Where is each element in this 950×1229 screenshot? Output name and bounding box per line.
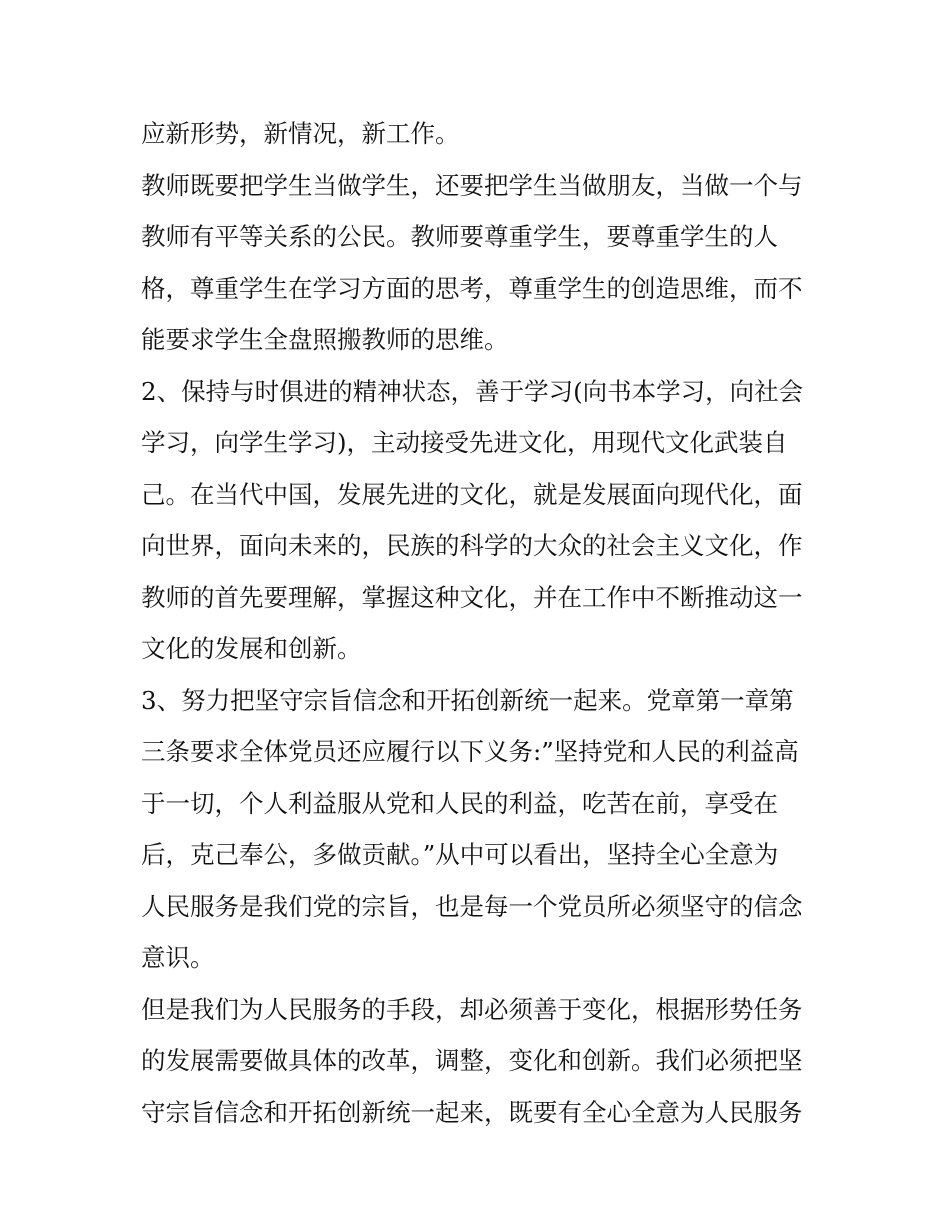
text-line: 但是我们为人民服务的手段，却必须善于变化，根据形势任务 (141, 994, 803, 1024)
text-line: 守宗旨信念和开拓创新统一起来，既要有全心全意为人民服务 (141, 1097, 803, 1127)
text-line: 应新形势，新情况，新工作。 (141, 119, 460, 148)
text-line: 教师的首先要理解，掌握这种文化，并在工作中不断推动这一 (141, 582, 803, 612)
text-line: 格，尊重学生在学习方面的思考，尊重学生的创造思维，而不 (141, 273, 803, 303)
text-line: 于一切，个人利益服从党和人民的利益，吃苦在前，享受在 (141, 788, 778, 818)
text-line: 文化的发展和创新。 (141, 634, 362, 663)
text-line: 学习，向学生学习)，主动接受先进文化，用现代文化武装自 (141, 428, 788, 457)
text-line: 教师既要把学生当做学生，还要把学生当做朋友，当做一个与 (141, 170, 803, 200)
text-line: 能要求学生全盘照搬教师的思维。 (141, 325, 509, 354)
text-line: 的发展需要做具体的改革，调整，变化和创新。我们必须把坚 (141, 1046, 803, 1075)
text-line: 意识。 (141, 943, 215, 972)
text-line: 人民服务是我们党的宗旨，也是每一个党员所必须坚守的信念 (141, 891, 803, 921)
text-line: 后，克己奉公，多做贡献。”从中可以看出，坚持全心全意为 (141, 840, 779, 869)
text-line: 己。在当代中国，发展先进的文化，就是发展面向现代化，面 (141, 479, 803, 509)
text-line: 向世界，面向未来的，民族的科学的大众的社会主义文化，作 (141, 531, 803, 560)
body-text (141, 108, 821, 1138)
text-line: 3、努力把坚守宗旨信念和开拓创新统一起来。党章第一章第 (141, 685, 794, 715)
text-line: 教师有平等关系的公民。教师要尊重学生，要尊重学生的人 (141, 222, 778, 251)
text-line: 2、保持与时俱进的精神状态，善于学习(向书本学习，向社会 (141, 376, 804, 406)
text-line: 三条要求全体党员还应履行以下义务:”坚持党和人民的利益高 (141, 737, 799, 766)
